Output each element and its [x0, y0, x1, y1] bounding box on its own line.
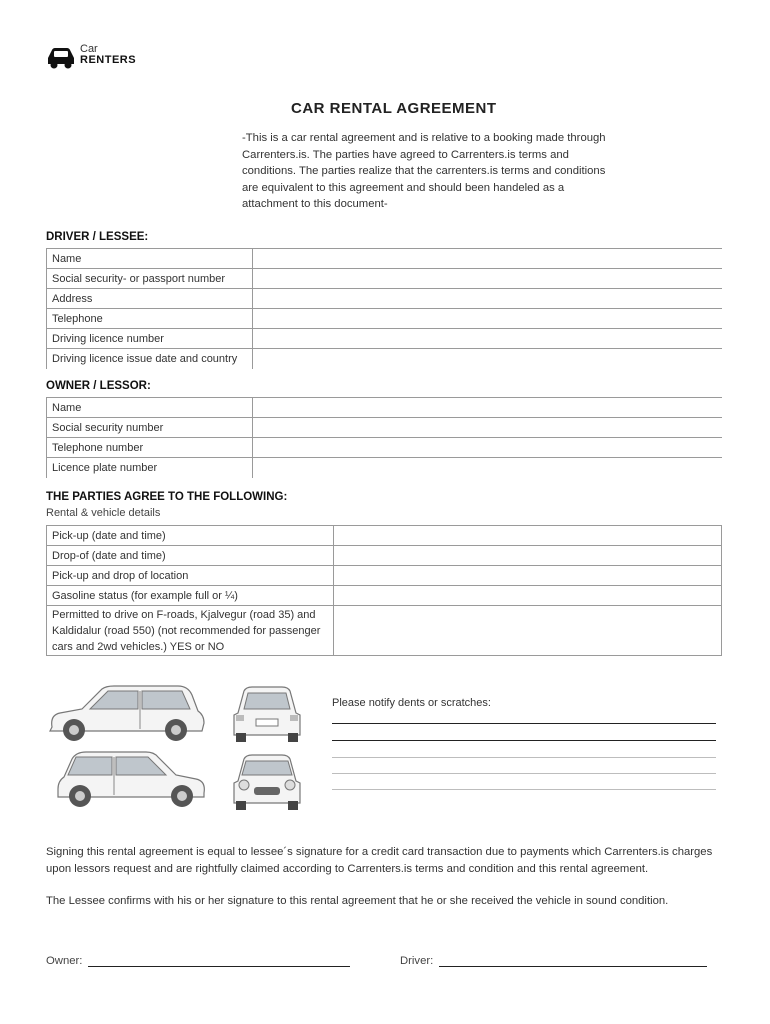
car-side-view-left-icon[interactable] — [54, 749, 208, 811]
notes-line[interactable] — [332, 757, 716, 758]
driver-address-label: Address — [47, 289, 253, 309]
owner-ssn-field[interactable] — [253, 418, 723, 438]
table-row — [47, 349, 723, 369]
owner-signature-label: Owner: — [46, 955, 83, 967]
logo-text-car: Car — [80, 43, 98, 55]
owner-plate-field[interactable] — [253, 458, 723, 478]
f-roads-label: Permitted to drive on F-roads, Kjalvegur (road 35) and Kaldidalur (road 550) (not recommended for passenger cars and 2wd vehicles.) YES or NO — [47, 606, 334, 656]
gasoline-label: Gasoline status (for example full or ¼) — [47, 586, 334, 606]
driver-telephone-label: Telephone — [47, 309, 253, 329]
notes-line[interactable] — [332, 789, 716, 790]
driver-telephone-field[interactable] — [253, 309, 723, 329]
intro-paragraph: -This is a car rental agreement and is relative to a booking made through Carrenters.is. The parties have agreed to Carrenters.is terms and conditions. The parties realize that the carrenters.is terms and conditions are equivalent to this agreement and should been handeled as a attachment to this document- — [242, 132, 606, 210]
car-rear-view-icon[interactable] — [230, 685, 304, 743]
owner-table — [46, 397, 722, 478]
rental-details-table — [46, 525, 722, 656]
notes-line[interactable] — [332, 773, 716, 774]
driver-name-label: Name — [47, 249, 253, 269]
location-label: Pick-up and drop of location — [47, 566, 334, 586]
pickup-label: Pick-up (date and time) — [47, 526, 334, 546]
owner-name-field[interactable] — [253, 398, 723, 418]
table-row — [47, 606, 722, 656]
logo-text-renters: RENTERS — [80, 54, 137, 66]
owner-heading: OWNER / LESSOR: — [46, 380, 151, 392]
driver-licence-number-label: Driving licence number — [47, 329, 253, 349]
driver-licence-number-field[interactable] — [253, 329, 723, 349]
driver-signature-label: Driver: — [400, 955, 434, 967]
dropoff-field[interactable] — [334, 546, 722, 566]
table-row — [47, 586, 722, 606]
notify-dents-label: Please notify dents or scratches: — [332, 697, 491, 709]
driver-signature-line[interactable] — [439, 954, 707, 967]
car-front-view-icon[interactable] — [230, 753, 304, 811]
owner-telephone-field[interactable] — [253, 438, 723, 458]
table-row — [47, 398, 723, 418]
table-row — [47, 546, 722, 566]
agreement-heading: THE PARTIES AGREE TO THE FOLLOWING: — [46, 491, 288, 503]
car-side-view-icon[interactable] — [46, 683, 206, 745]
driver-name-field[interactable] — [253, 249, 723, 269]
car-damage-diagrams — [46, 683, 316, 813]
driver-ssn-label: Social security- or passport number — [47, 269, 253, 289]
table-row — [47, 249, 723, 269]
driver-licence-issue-label: Driving licence issue date and country — [47, 349, 253, 369]
owner-ssn-label: Social security number — [47, 418, 253, 438]
location-field[interactable] — [334, 566, 722, 586]
driver-table — [46, 248, 722, 369]
owner-telephone-label: Telephone number — [47, 438, 253, 458]
driver-licence-issue-field[interactable] — [253, 349, 723, 369]
table-row — [47, 526, 722, 546]
notes-line[interactable] — [332, 723, 716, 724]
signing-paragraph: Signing this rental agreement is equal to lessee´s signature for a credit card transaction due to payments which Carrenters.is charges upon lessors request and are rightfully claimed according to Carrenters.is terms and condition and this rental agreement. — [46, 846, 713, 875]
gasoline-field[interactable] — [334, 586, 722, 606]
car-logo-icon — [46, 46, 76, 70]
owner-name-label: Name — [47, 398, 253, 418]
driver-ssn-field[interactable] — [253, 269, 723, 289]
driver-signature — [400, 954, 707, 967]
table-row — [47, 458, 723, 478]
f-roads-field[interactable] — [334, 606, 722, 656]
driver-heading: DRIVER / LESSEE: — [46, 231, 149, 243]
rental-details-subheading: Rental & vehicle details — [46, 507, 161, 519]
table-row — [47, 309, 723, 329]
table-row — [47, 438, 723, 458]
company-logo — [46, 42, 136, 72]
table-row — [47, 289, 723, 309]
confirmation-paragraph: The Lessee confirms with his or her signature to this rental agreement that he or she received the vehicle in sound condition. — [46, 895, 669, 907]
table-row — [47, 269, 723, 289]
owner-signature-line[interactable] — [88, 954, 350, 967]
table-row — [47, 418, 723, 438]
document-title: CAR RENTAL AGREEMENT — [291, 100, 497, 117]
table-row — [47, 566, 722, 586]
table-row — [47, 329, 723, 349]
driver-address-field[interactable] — [253, 289, 723, 309]
dropoff-label: Drop-of (date and time) — [47, 546, 334, 566]
owner-signature — [46, 954, 350, 967]
notes-line[interactable] — [332, 740, 716, 741]
pickup-field[interactable] — [334, 526, 722, 546]
owner-plate-label: Licence plate number — [47, 458, 253, 478]
